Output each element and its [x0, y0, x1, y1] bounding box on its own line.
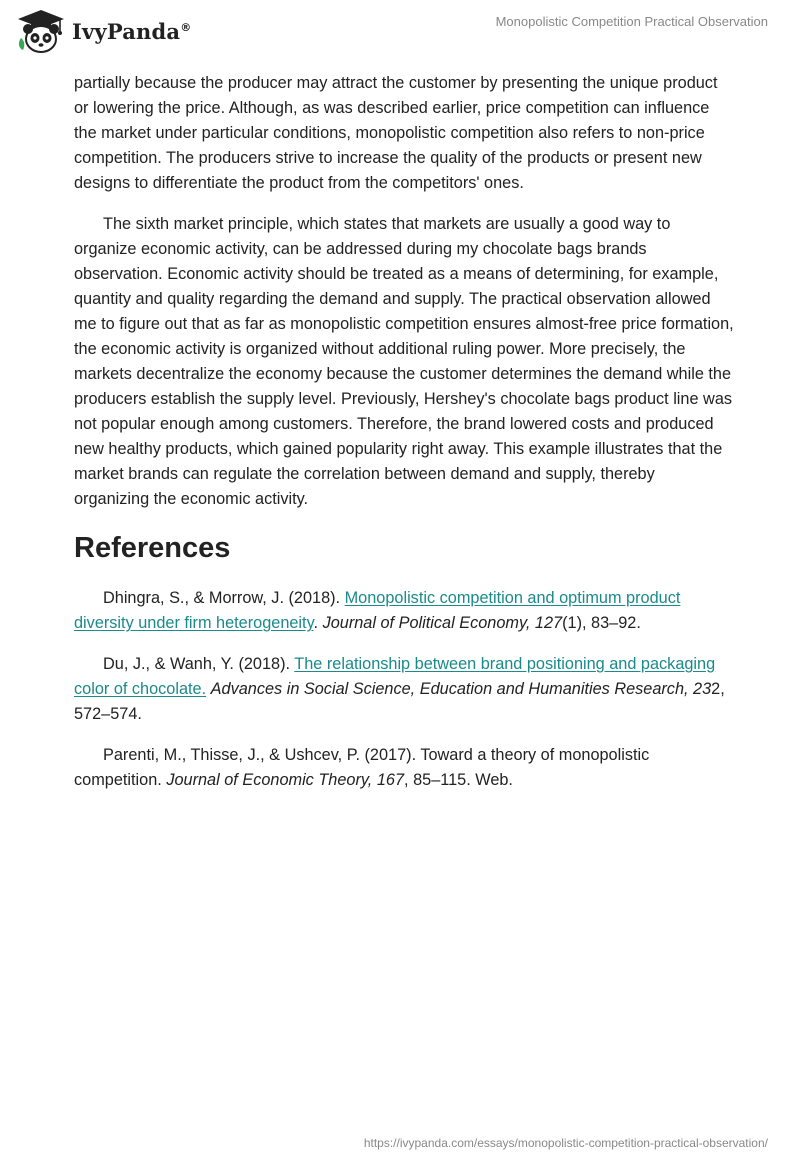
document-title: Monopolistic Competition Practical Observation: [495, 14, 768, 29]
references-heading: References: [74, 532, 231, 564]
reference-2: Du, J., & Wanh, Y. (2018). The relationship between brand positioning and packaging color of chocolate. Advances in Social Science, Education and Humanities Research, 232, 572–574.: [74, 655, 725, 723]
reference-2-link[interactable]: The relationship between brand positioning and packaging color of chocolate.: [74, 655, 716, 698]
paragraph-1: partially because the producer may attract the customer by presenting the unique product or lowering the price. Although, as was described earlier, price competition can influence the market under particular conditions, monopolistic competition also refers to non-price competition. The producers strive to increase the quality of the products or present new designs to differentiate the product from the competitors' ones.: [74, 74, 718, 192]
page-header: [0, 0, 800, 64]
reference-3: Parenti, M., Thisse, J., & Ushcev, P. (2017). Toward a theory of monopolistic competition. Journal of Economic Theory, 167, 85–115. Web.: [74, 746, 650, 789]
ivypanda-logo[interactable]: [16, 8, 191, 54]
brand-name: IvyPanda®: [72, 18, 192, 44]
panda-graduate-icon: [16, 8, 66, 54]
paragraph-2: The sixth market principle, which states that markets are usually a good way to organize economic activity, can be addressed during my chocolate bags brands observation. Economic activity should be treated as a means of determining, for example, quantity and quality regarding the demand and supply. The practical observation allowed me to figure out that as far as monopolistic competition ensures almost-free price formation, the economic activity is organized without additional ruling power. More precisely, the markets decentralize the economy because the customer determines the demand while the producers establish the supply level. Previously, Hershey's chocolate bags product line was not popular enough among customers. Therefore, the brand lowered costs and produced new healthy products, which gained popularity right away. This example illustrates that the market brands can regulate the correlation between demand and supply, thereby organizing the economic activity.: [74, 215, 734, 508]
article-body: [74, 71, 734, 809]
source-url[interactable]: https://ivypanda.com/essays/monopolistic-competition-practical-observation/: [363, 1136, 768, 1150]
reference-1-link[interactable]: Monopolistic competition and optimum product diversity under firm heterogeneity: [74, 589, 681, 632]
reference-1: Dhingra, S., & Morrow, J. (2018). Monopolistic competition and optimum product diversity under firm heterogeneity. Journal of Political Economy, 127(1), 83–92.: [74, 589, 681, 632]
